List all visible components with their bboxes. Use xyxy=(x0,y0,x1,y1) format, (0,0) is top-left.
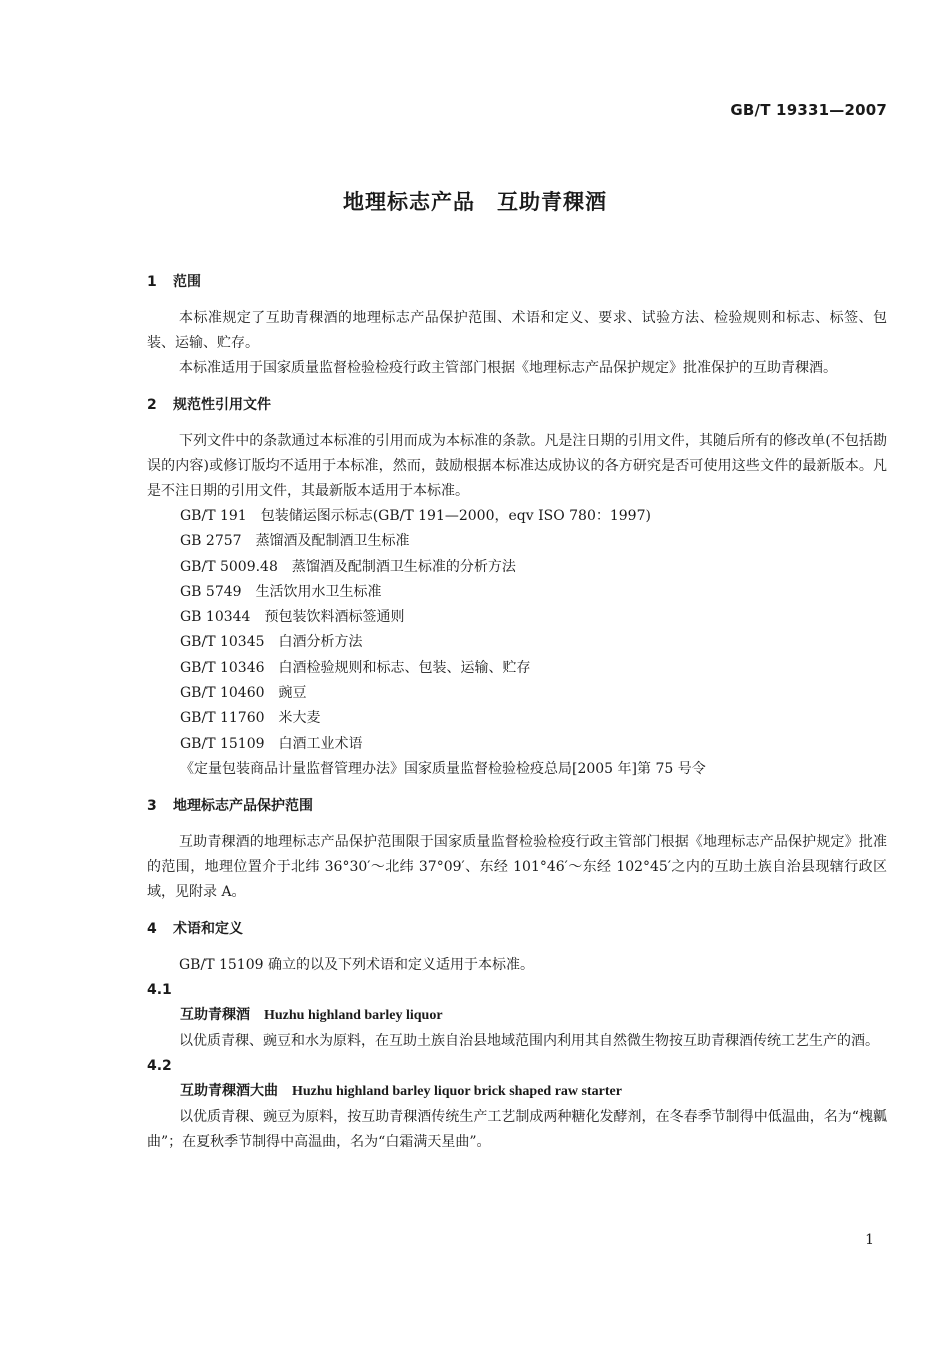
term-heading xyxy=(147,1002,887,1029)
term-definition: 以优质青稞、豌豆为原料，按互助青稞酒传统生产工艺制成两种糖化发酵剂，在冬春季节制得中低温曲，名为“槐瓤曲”；在夏秋季节制得中高温曲，名为“白霜满天星曲”。 xyxy=(147,1109,887,1151)
reference-item: 《定量包装商品计量监督管理办法》国家质量监督检验检疫总局[2005 年]第 75 号令 xyxy=(180,760,706,777)
section-number: 1 xyxy=(147,274,157,290)
section-title: 术语和定义 xyxy=(173,921,243,938)
reference-code: GB/T 15109 xyxy=(180,735,265,752)
reference-code: GB/T 191 xyxy=(180,508,247,524)
section-3-heading xyxy=(147,794,887,818)
reference-item xyxy=(147,630,887,655)
standard-code: GB/T 19331—2007 xyxy=(730,101,887,119)
document-body xyxy=(147,270,887,1155)
reference-code: GB 10344 xyxy=(180,609,251,626)
document-title: 地理标志产品 互助青稞酒 xyxy=(343,190,607,214)
reference-code: GB 5749 xyxy=(180,583,242,600)
reference-title: 蒸馏酒及配制酒卫生标准的分析方法 xyxy=(291,558,516,575)
paragraph: 本标准适用于国家质量监督检验检疫行政主管部门根据《地理标志产品保护规定》批准保护的互助青稞酒。 xyxy=(179,360,837,376)
reference-item xyxy=(147,706,887,731)
reference-title: 白酒分析方法 xyxy=(278,634,363,651)
reference-title: 米大麦 xyxy=(278,710,321,727)
reference-item xyxy=(147,732,887,757)
section-title: 规范性引用文件 xyxy=(173,397,271,413)
section-1-heading xyxy=(147,270,887,294)
term-definition: 以优质青稞、豌豆和水为原料，在互助土族自治县地域范围内利用其自然微生物按互助青稞酒传统工艺生产的酒。 xyxy=(179,1033,879,1050)
reference-item xyxy=(147,681,887,706)
term-en: Huzhu highland barley liquor brick shaped raw starter xyxy=(292,1084,622,1100)
subclause-number: 4.1 xyxy=(147,982,172,999)
reference-code: GB/T 11760 xyxy=(180,710,265,727)
reference-item xyxy=(147,504,887,529)
section-title: 范围 xyxy=(173,274,201,290)
reference-list xyxy=(147,504,887,782)
section-4-heading xyxy=(147,917,887,941)
reference-code: GB/T 10346 xyxy=(180,659,265,676)
section-number: 3 xyxy=(147,798,157,815)
reference-item xyxy=(147,529,887,554)
reference-title: 包装储运图示标志(GB/T 191—2000，eqv ISO 780：1997) xyxy=(260,508,651,524)
paragraph: GB/T 15109 确立的以及下列术语和定义适用于本标准。 xyxy=(179,957,534,974)
term-zh: 互助青稞酒 xyxy=(180,1007,250,1024)
reference-title: 预包装饮料酒标签通则 xyxy=(264,609,405,626)
reference-title: 白酒工业术语 xyxy=(278,735,363,752)
section-2-heading xyxy=(147,393,887,417)
section-title: 地理标志产品保护范围 xyxy=(173,798,313,815)
reference-item xyxy=(147,555,887,580)
term-zh: 互助青稞酒大曲 xyxy=(180,1083,278,1100)
section-number: 4 xyxy=(147,921,157,938)
reference-title: 生活饮用水卫生标准 xyxy=(255,583,382,600)
reference-code: GB 2757 xyxy=(180,533,242,550)
reference-code: GB/T 5009.48 xyxy=(180,558,278,575)
reference-title: 蒸馏酒及配制酒卫生标准 xyxy=(255,533,410,550)
reference-title: 白酒检验规则和标志、包装、运输、贮存 xyxy=(278,659,531,676)
section-number: 2 xyxy=(147,397,157,413)
paragraph: 本标准规定了互助青稞酒的地理标志产品保护范围、术语和定义、要求、试验方法、检验规则和标志、标签、包装、运输、贮存。 xyxy=(147,310,887,351)
reference-title: 豌豆 xyxy=(278,685,307,702)
reference-code: GB/T 10460 xyxy=(180,685,265,702)
term-en: Huzhu highland barley liquor xyxy=(264,1008,443,1024)
paragraph: 互助青稞酒的地理标志产品保护范围限于国家质量监督检验检疫行政主管部门根据《地理标志产品保护规定》批准的范围，地理位置介于北纬 36°30′～北纬 37°09′、东经 101°46′～东经 102°45′之内的互助土族自治县现辖行政区域，见附录 A。 xyxy=(147,834,887,901)
paragraph: 下列文件中的条款通过本标准的引用而成为本标准的条款。凡是注日期的引用文件，其随后所有的修改单(不包括勘误的内容)或修订版均不适用于本标准，然而，鼓励根据本标准达成协议的各方研究是否可使用这些文件的最新版本。凡是不注日期的引用文件，其最新版本适用于本标准。 xyxy=(147,433,887,499)
reference-item xyxy=(147,656,887,681)
subclause-number: 4.2 xyxy=(147,1058,172,1075)
term-heading xyxy=(147,1078,887,1105)
reference-item xyxy=(147,580,887,605)
reference-item xyxy=(147,605,887,630)
page-number: 1 xyxy=(865,1232,874,1248)
reference-code: GB/T 10345 xyxy=(180,634,265,651)
